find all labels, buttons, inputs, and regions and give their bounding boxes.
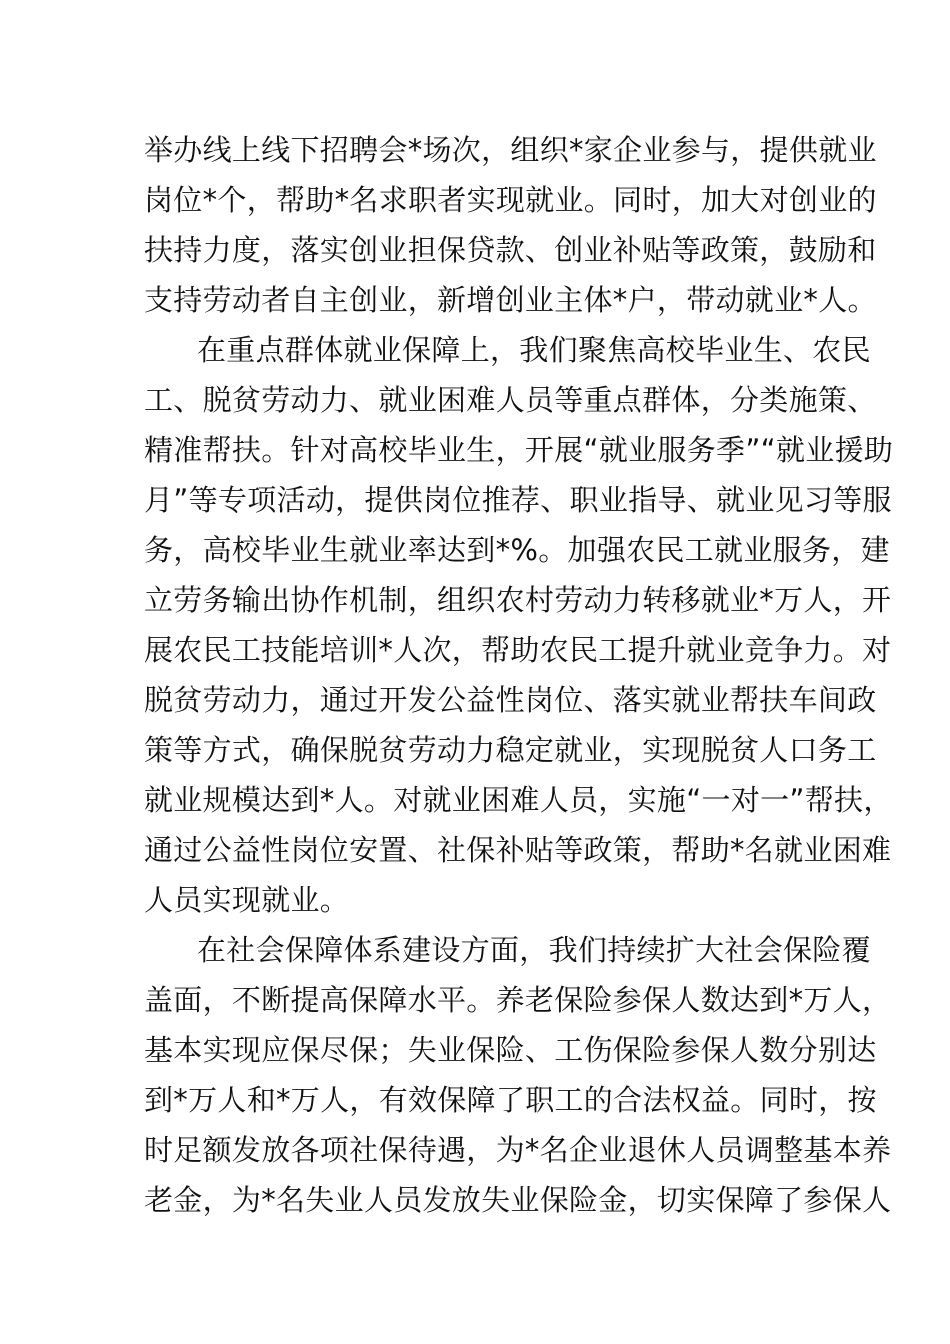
text-line: 盖面，不断提高保障水平。养老保险参保人数达到*万人，	[144, 983, 892, 1017]
text-line: 工、脱贫劳动力、就业困难人员等重点群体，分类施策、	[144, 383, 877, 417]
text-line: 立劳务输出协作机制，组织农村劳动力转移就业*万人，开	[144, 583, 892, 617]
text-line: 脱贫劳动力，通过开发公益性岗位、落实就业帮扶车间政	[144, 683, 877, 717]
text-line: 支持劳动者自主创业，新增创业主体*户，带动就业*人。	[144, 283, 877, 317]
text-line: 展农民工技能培训*人次，帮助农民工提升就业竞争力。对	[144, 633, 892, 667]
text-line: 举办线上线下招聘会*场次，组织*家企业参与，提供就业	[144, 133, 877, 167]
text-line: 就业规模达到*人。对就业困难人员，实施“一对一”帮扶，	[144, 783, 893, 817]
text-line: 扶持力度，落实创业担保贷款、创业补贴等政策，鼓励和	[144, 233, 877, 267]
text-line: 岗位*个，帮助*名求职者实现就业。同时，加大对创业的	[144, 183, 877, 217]
text-line: 时足额发放各项社保待遇，为*名企业退休人员调整基本养	[144, 1133, 892, 1167]
text-line: 务，高校毕业生就业率达到*%。加强农民工就业服务，建	[144, 533, 890, 567]
text-line: 老金，为*名失业人员发放失业保险金，切实保障了参保人	[144, 1183, 892, 1217]
text-line: 基本实现应保尽保；失业保险、工伤保险参保人数分别达	[144, 1033, 877, 1067]
text-line: 人员实现就业。	[144, 883, 350, 917]
text-line: 月”等专项活动，提供岗位推荐、职业指导、就业见习等服	[144, 483, 892, 517]
text-line: 到*万人和*万人，有效保障了职工的合法权益。同时，按	[144, 1083, 877, 1117]
paragraph-start-line: 在社会保障体系建设方面，我们持续扩大社会保险覆	[197, 933, 871, 967]
text-line: 通过公益性岗位安置、社保补贴等政策，帮助*名就业困难	[144, 833, 892, 867]
paragraph-start-line: 在重点群体就业保障上，我们聚焦高校毕业生、农民	[197, 333, 871, 367]
text-line: 策等方式，确保脱贫劳动力稳定就业，实现脱贫人口务工	[144, 733, 877, 767]
text-line: 精准帮扶。针对高校毕业生，开展“就业服务季”“就业援助	[144, 433, 894, 467]
